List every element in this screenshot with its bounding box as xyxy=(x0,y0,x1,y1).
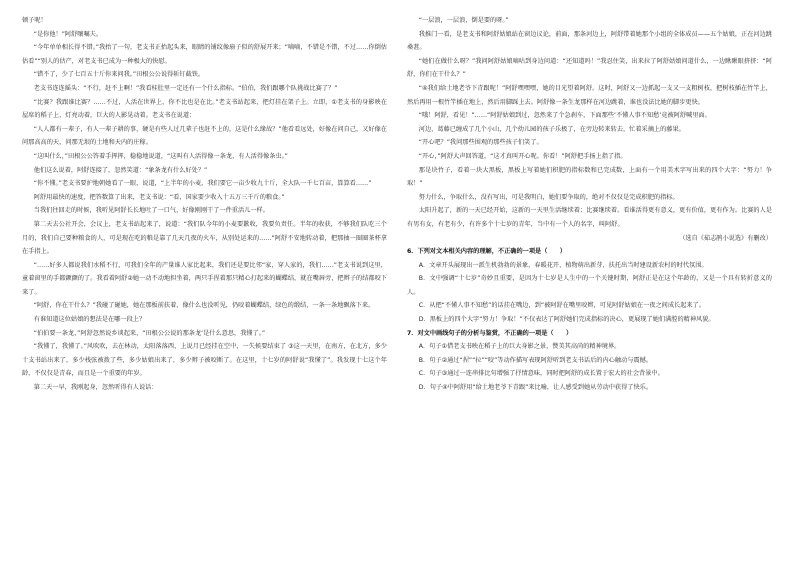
paragraph: “比赛？我跟谁比赛？……不过，人活在世界上，你不比也是在比。”老支书站起来，把灯挂在架子上。立即，①老支书的身影映在屋席的稻子上，灯亮动着，巨大的人影晃动着。老支书在说道： xyxy=(22,98,387,120)
paragraph: 第二天一早，我刚起身，忽然听得有人说话： xyxy=(33,384,158,392)
paragraph: 有谁知道这位姑娘的想法是在哪一段上？ xyxy=(33,316,146,324)
paragraph: B．句子②通过“捏”“拉”“咬”等动作描写表现阿舒听到老支书话后的内心触动与震撼。 xyxy=(418,356,652,364)
paragraph: “阿舒，你在干什么？”我碰了碰她，她在那板前扶着，像什么也没听见，仍咬着蝴蝶结，绿色的缎结，一条一条地飘落下来。 xyxy=(33,302,375,310)
question-stem: 7．对文中画线句子的分析与鉴赏，不正确的一项是（ ） xyxy=(407,329,573,337)
paragraph: 我推门一看，是老支书和阿舒姑娘站在窗边议论，前面，那条河边上，阿舒带着她那个小组的全体成员——五个姑娘，正在河边跳桑葚。 xyxy=(407,30,772,52)
paragraph: 第二天去公社开会，会议上，老支书站起来了，说道：“我们队今年的小麦要歉收，我要负责任。半年的收获，不够我们队吃三个月的，我们自己要种粮食的人，可是现在吃的粮是靠了几天几夜的火车，从别处运来的……”阿舒不安地转动着，把那抽一圈圈茶杯拿在手指上。 xyxy=(22,220,387,256)
paragraph: “你不懂。”老支书要护地朝她看了一眼，说道，“上半年的小麦，我们要它一亩少收九十斤，全大队一千七百亩，算算看……” xyxy=(33,180,372,188)
paragraph: B．文中强调“十七岁”奇妙且重要，是因为十七岁是人生中的一个关键时期，阿舒正是在这个年龄的，又是一个具有转折意义的人。 xyxy=(407,275,772,296)
paragraph: 阿舒用最快的速度，把答数算了出来，老支书说：“看，国家要少收入十五万三千斤的粮食。” xyxy=(33,193,285,201)
source-note: （选自《茹志鹃小说选》有删改） xyxy=(679,234,772,242)
paragraph: D．黑板上的四个大字“努力！争取！”不仅表达了阿舒她们完成指标的决心，更展现了她们满腔的精神风貌。 xyxy=(418,316,715,324)
paragraph: “她们在做什么呀？”我问阿舒姑娘嘀咕到身边问道：“还知道吗！”我忍住笑，出来拉了阿舒姑娘问道什么，一边瞅瞅眼挤挤：“阿舒，你们在干什么？” xyxy=(407,57,772,79)
right-column xyxy=(407,14,772,562)
paragraph: 顿子呢！ xyxy=(22,17,47,24)
paragraph: “我懂了，我懂了。”风吹吹，去在林动，太阳落落西，上说月已经挂在空中，一失候要结束了 ③这一天里，在南方，在北方，多少十支书站出来了，多少栈弦被拨了些，多少姑娘出来了，多少辫子被咬断了。在这里，十七岁的阿舒说“我懂了”。我发现十七这个年龄，不仅仅是青春，而且是一个重要的年岁。 xyxy=(22,343,387,378)
paragraph: 太阳升起了，新的一天已经开始，这新的一天里生活继续着；比赛继续着。看谁活得更有意义，更有价值，更有作为。比赛的人是有男有女，有老有少，有许多个十七岁的青年，当中有一个人的名字，叫阿舒。 xyxy=(407,207,772,228)
paragraph: “开心，”阿舒大声回答道，“这才真叫开心呢。你看！”阿舒把手扬上指了指。 xyxy=(418,152,627,160)
paragraph: “哦！阿舒，看见！”……“阿舒姑娘到过，忽然来了个急刹车，下面那些‘不懂人事不知愁’竟被阿舒喊里面。 xyxy=(418,112,711,120)
paragraph: “伯伯要一条龙，”阿舒忽然说乡谈起来，“田根公公说的那条龙‘是什么意思，我懂了。” xyxy=(33,329,266,337)
left-column xyxy=(22,14,387,562)
paragraph: “这叫什么，”田根公公答着手挥挥，稳稳地说道，“这叫有人活得像一条龙，有人活得像条虫。” xyxy=(33,152,288,160)
question-stem: 6．下列对文本相关内容的理解，不正确的一项是（ ） xyxy=(407,248,566,256)
paragraph: A．文章开头展现出一派生机勃勃的景象，春暖花开，植物萌出新芽，扶托出当时建设新农村的时代氛围。 xyxy=(418,261,708,269)
paragraph: “开心吧？”我问那些围观的那些孩子们笑了。 xyxy=(418,139,543,147)
paragraph: “人人都有一辈子，有人一辈子耕的事，硬是有些人过几辈子也赶不上的，这是什么缘故？”他看看远处，好像在问自己，又好像在问那高高的天，问那无垠的土地和天内的庄稼。 xyxy=(22,125,387,147)
paragraph: 那是块竹子，看着一块大黑板，黑板上写着她们积肥的指标数和已完成数，上面有一个用美术字写出来的四个大字：“努力！争取！” xyxy=(407,166,772,188)
paragraph: C．句子③通过一连串排比句增强了抒情意味，同时把阿舒的成长置于宏大的社会背景中。 xyxy=(418,370,664,378)
paragraph: “一层浪，一层浪，倒是要的呀。” xyxy=(418,17,509,24)
paragraph: “是你他！”阿舒嚷嘱夫。 xyxy=(33,30,103,38)
paragraph: “错不了，少了七百五十斤你来问我。”田根公公说得斩钉截铁。 xyxy=(33,71,205,79)
paragraph: 当我们往回走的时候，我听见阿舒长长地吐了一口气，好像刚刚干了一件重活儿一样。 xyxy=(33,207,269,215)
paragraph: 河边，葛藤已缠成了几个小山，几个幼儿园的孩子乐极了，在旁边转来转去，忙着采摘上的藤果。 xyxy=(418,125,685,133)
paragraph: A．句子①借老支书映在稻子上的巨大身影之景，赞美其高尚的精神境界。 xyxy=(418,343,621,351)
paragraph: 他们这么说着，阿舒连接了，忽然笑道：“象条龙有什么好处？” xyxy=(33,166,208,174)
paragraph: “……好多人都说我们水稻不行，可我们全年的产量谁人家比起来，我们还是要比邻“家，穿人家的，我们……”老支书说到这里，童着窗里的手都颤颤的了。我看着阿舒②她一动不动地担坐着，两只手捏着那只精心打起来的蝴蝶结，就在嘴唇旁，把辫子的结都咬下来了。 xyxy=(22,261,387,296)
paragraph: “今年单单相长得不错。”我抬了一句，老支书正抬起头来，眼睛的铺纹像扇子似的舒展开来；“嘀嘀，不错是不错，不过……你倒估估看”“别人的估产，对老支书已成为一种极大的快慰。 xyxy=(22,44,387,65)
paragraph: 老支书连连摇头：“不行，赶不上啊！”我看桂肚里一定还有一个什么指标。“伯伯，我们跟哪个队挑战比赛了？” xyxy=(33,84,338,92)
paragraph: D．句子④中阿舒用“给土地老爷下青跟”来比喻，让人感受到她从劳动中获得了快乐。 xyxy=(418,384,653,392)
paragraph: “④我们给土地老爷下青跟呢！”阿舒嘿嘿嘿，她的目光望着阿舒。这时，阿舒又一边抓起一支又一支粗树枝，把树枝插在竹竿上，然后再用一根竹竿插在地上，然后用脚踩上去。阿舒像一条生龙那样在河边跳着，谁也没法比她的脚步更快。 xyxy=(407,84,772,106)
paragraph: C．从把“不懂人事不知愁”的话挂在嘴边，到“被阿舒在嘴里咬辫，可见阿舒姑娘在一夜之间成长起来了。 xyxy=(418,302,705,310)
paragraph: 努力什么，争取什么，没有写出，可是我明白，她们要争取的，绝对不仅仅是完成积肥的指标。 xyxy=(418,193,679,201)
